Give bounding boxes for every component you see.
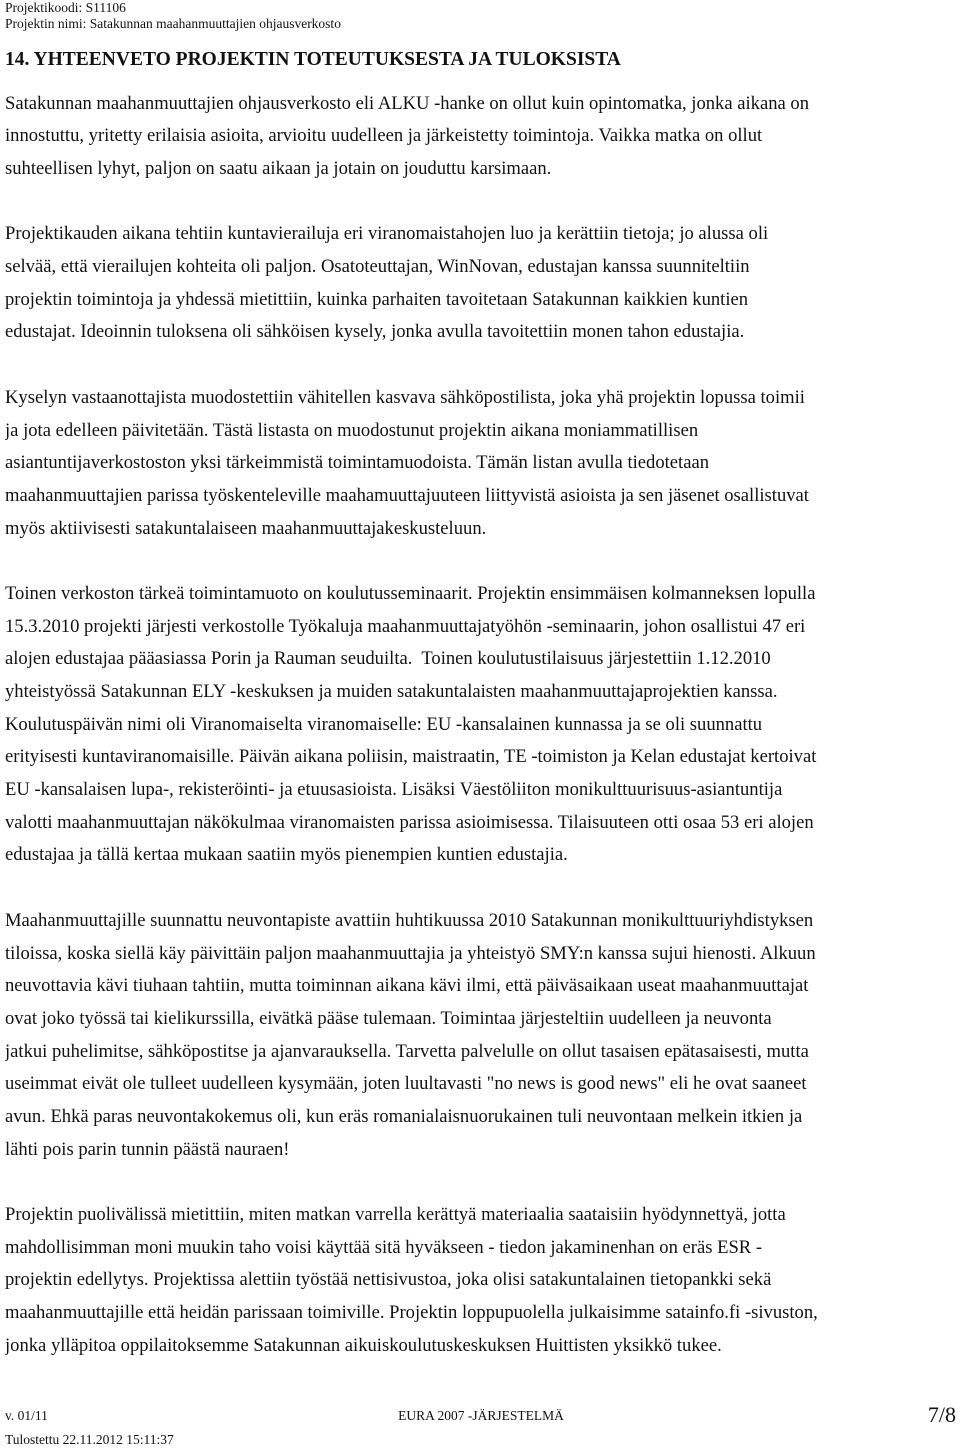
paragraph-line: erityisesti kuntaviranomaisille. Päivän aikana poliisin, maistraatin, TE -toimiston ja Kelan edustajat kertoivat (5, 746, 817, 768)
paragraph-line: jatkui puhelimitse, sähköpostitse ja ajanvarauksella. Tarvetta palvelulle on ollut tasaisen epätasaisesti, mutta (5, 1040, 809, 1062)
footer-version: v. 01/11 (5, 1408, 48, 1423)
paragraph-line: Maahanmuuttajille suunnattu neuvontapiste avattiin huhtikuussa 2010 Satakunnan monikulttuuriyhdistyksen (5, 909, 814, 931)
paragraph-line: Projektikauden aikana tehtiin kuntavierailuja eri viranomaistahojen luo ja kerättiin tietoja; jo alussa oli (5, 223, 769, 245)
paragraph-line: EU -kansalaisen lupa-, rekisteröinti- ja etuusasioista. Lisäksi Väestöliiton monikulttuurisuus-asiantuntija (5, 779, 783, 801)
paragraph (5, 578, 957, 872)
paragraph-line: Satakunnan maahanmuuttajien ohjausverkosto eli ALKU -hanke on ollut kuin opintomatka, jonka aikana on (5, 92, 809, 114)
paragraph-line: Toinen verkoston tärkeä toimintamuoto on koulutusseminaarit. Projektin ensimmäisen kolmanneksen lopulla (5, 582, 816, 604)
paragraph-line: Koulutuspäivän nimi oli Viranomaiselta viranomaiselle: EU -kansalainen kunnassa ja se oli suunnattu (5, 713, 763, 735)
footer-printed-timestamp: Tulostettu 22.11.2012 15:11:37 (5, 1432, 174, 1447)
document-body (5, 88, 957, 1396)
paragraph-line: yhteistyössä Satakunnan ELY -keskuksen ja muiden satakuntalaisten maahanmuuttajaprojektien kanssa. (5, 681, 778, 703)
paragraph-line: asiantuntijaverkostoston yksi tärkeimmistä toimintamuodoista. Tämän listan avulla tiedotetaan (5, 452, 710, 474)
paragraph-line: projektin toimintoja ja yhdessä mietittiin, kuinka parhaiten tavoitetaan Satakunnan kaikkien kuntien (5, 288, 749, 310)
paragraph (5, 905, 957, 1167)
paragraph-line: edustajat. Ideoinnin tuloksena oli sähköisen kysely, jonka avulla tavoitettiin monen tahon edustajia. (5, 321, 745, 343)
paragraph-line: 15.3.2010 projekti järjesti verkostolle Työkaluja maahanmuuttajatyöhön -seminaarin, johon osallistui 47 eri (5, 615, 806, 637)
paragraph-line: ovat joko työssä tai kielikurssilla, eivätkä pääse tulemaan. Toimintaa järjesteltiin uudelleen ja neuvonta (5, 1007, 772, 1029)
paragraph-line: suhteellisen lyhyt, paljon on saatu aikaan ja jotain on jouduttu karsimaan. (5, 158, 552, 180)
paragraph-line: lähti pois parin tunnin päästä nauraen! (5, 1138, 290, 1160)
paragraph-line: useimmat eivät ole tulleet uudelleen kysymään, joten luultavasti "no news is good news" eli he ovat saaneet (5, 1073, 807, 1095)
paragraph-line: avun. Ehkä paras neuvontakokemus oli, kun eräs romanialaisnuorukainen tuli neuvontaan melkein itkien ja (5, 1105, 803, 1127)
paragraph-line: alojen edustajaa pääasiassa Porin ja Rauman seuduilta. Toinen koulutustilaisuus järjestettiin 1.12.2010 (5, 648, 771, 670)
paragraph (5, 88, 957, 186)
paragraph-line: edustajaa ja tällä kertaa mukaan saatiin myös pienempien kuntien edustajia. (5, 844, 568, 866)
paragraph-line: neuvottavia kävi tiuhaan tahtiin, mutta toiminnan aikana kävi ilmi, että päiväsaikaan useat maahanmuuttajat (5, 975, 809, 997)
project-code: Projektikoodi: S11106 (5, 0, 126, 15)
paragraph-line: valotti maahanmuuttajan näkökulmaa viranomaisten parissa asioimisessa. Tilaisuuteen otti osaa 53 eri alojen (5, 811, 814, 833)
paragraph (5, 218, 957, 349)
page-number: 7/8 (927, 1402, 956, 1427)
paragraph-line: jonka ylläpitoa oppilaitoksemme Satakunnan aikuiskoulutuskeskuksen Huittisten yksikkö tukee. (5, 1334, 722, 1356)
paragraph-line: maahanmuuttajille että heidän parissaan toimiville. Projektin loppupuolella julkaisimme satainfo.fi -sivuston, (5, 1302, 818, 1324)
document-header (5, 0, 945, 32)
paragraph-line: Kyselyn vastaanottajista muodostettiin vähitellen kasvava sähköpostilista, joka yhä projektin lopussa toimii (5, 386, 805, 408)
paragraph (5, 382, 957, 545)
paragraph-line: tiloissa, koska siellä käy päivittäin paljon maahanmuuttajia ja yhteistyö SMY:n kanssa sujui hienosti. Alkuun (5, 942, 816, 964)
project-name: Projektin nimi: Satakunnan maahanmuuttajien ohjausverkosto (5, 16, 341, 31)
section-title: 14. YHTEENVETO PROJEKTIN TOTEUTUKSESTA JA TULOKSISTA (5, 49, 621, 70)
paragraph-line: innostuttu, yritetty erilaisia asioita, arvioitu uudelleen ja järkeistetty toimintoja. Vaikka matka on ollut (5, 125, 763, 147)
paragraph-line: maahanmuuttajien parissa työskenteleville maahamuuttajuuteen liittyvistä asioista ja sen jäsenet osallistuvat (5, 484, 809, 506)
paragraph-line: mahdollisimman moni muukin taho voisi käyttää sitä hyväkseen - tiedon jakaminenhan on eräs ESR - (5, 1236, 763, 1258)
paragraph-line: Projektin puolivälissä mietittiin, miten matkan varrella kerättyä materiaalia saataisiin hyödynnettyä, jotta (5, 1204, 786, 1226)
footer-system-name: EURA 2007 -JÄRJESTELMÄ (398, 1408, 564, 1423)
paragraph (5, 1199, 957, 1362)
paragraph-line: myös aktiivisesti satakuntalaiseen maahanmuuttajakeskusteluun. (5, 517, 487, 539)
paragraph-line: ja jota edelleen päivitetään. Tästä listasta on muodostunut projektin aikana moniammatillisen (5, 419, 699, 441)
paragraph-line: projektin edellytys. Projektissa alettiin työstää nettisivustoa, joka olisi satakuntalainen tietopankki sekä (5, 1269, 772, 1291)
paragraph-line: selvää, että vierailujen kohteita oli paljon. Osatoteuttajan, WinNovan, edustajan kanssa suunniteltiin (5, 256, 750, 278)
